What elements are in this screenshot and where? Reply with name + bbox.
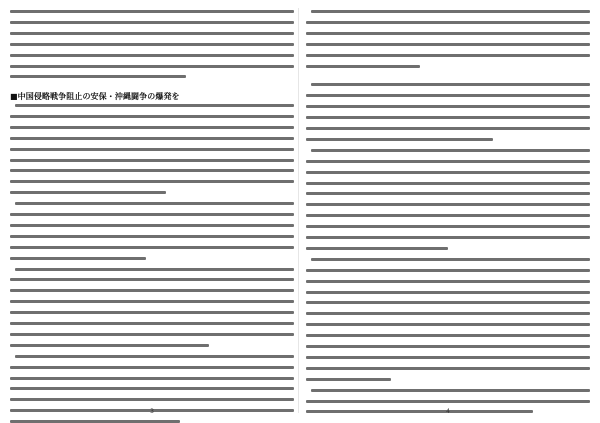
text-line — [306, 280, 590, 283]
text-line — [10, 75, 186, 78]
text-line — [10, 169, 294, 172]
text-line — [15, 202, 294, 205]
text-line — [306, 32, 590, 35]
text-line — [311, 83, 590, 86]
text-line — [306, 214, 590, 217]
text-line — [306, 236, 590, 239]
text-line — [306, 54, 590, 57]
text-line — [10, 137, 294, 140]
text-line — [10, 398, 294, 401]
text-line — [306, 356, 590, 359]
text-line — [311, 149, 590, 152]
text-line — [10, 366, 294, 369]
text-line — [306, 127, 590, 130]
text-line — [306, 225, 590, 228]
text-line — [10, 180, 294, 183]
text-line — [10, 148, 294, 151]
text-line — [306, 378, 391, 381]
section-heading — [10, 91, 180, 102]
text-line — [311, 258, 590, 261]
text-line — [10, 159, 294, 162]
text-line — [10, 43, 294, 46]
text-line — [306, 138, 493, 141]
section-heading-text: ■中国侵略戦争阻止の安保・沖縄闘争の爆発を — [10, 92, 180, 101]
text-line — [10, 344, 209, 347]
text-line — [10, 377, 294, 380]
page-gutter — [298, 8, 299, 413]
page-number-left: 3 — [150, 408, 154, 415]
text-line — [10, 235, 294, 238]
text-line — [306, 105, 590, 108]
text-line — [306, 367, 590, 370]
page-number-right: 4 — [446, 408, 450, 415]
text-line — [306, 160, 590, 163]
text-line — [10, 246, 294, 249]
text-line — [10, 387, 294, 390]
text-line — [306, 323, 590, 326]
text-line — [306, 269, 590, 272]
text-line — [10, 300, 294, 303]
text-line — [306, 247, 448, 250]
text-line — [306, 334, 590, 337]
text-line — [306, 171, 590, 174]
text-line — [10, 54, 294, 57]
text-line — [10, 10, 294, 13]
text-line — [306, 192, 590, 195]
text-line — [311, 10, 590, 13]
text-line — [306, 116, 590, 119]
text-line — [10, 21, 294, 24]
text-line — [10, 278, 294, 281]
text-line — [10, 289, 294, 292]
text-line — [10, 115, 294, 118]
text-line — [10, 213, 294, 216]
text-line — [306, 94, 590, 97]
text-line — [10, 191, 166, 194]
text-line — [311, 389, 590, 392]
text-line — [10, 224, 294, 227]
text-line — [306, 312, 590, 315]
page-right — [306, 8, 590, 415]
text-line — [10, 311, 294, 314]
text-line — [10, 126, 294, 129]
text-line — [306, 65, 420, 68]
text-line — [15, 104, 294, 107]
text-line — [306, 203, 590, 206]
text-line — [15, 268, 294, 271]
text-line — [306, 345, 590, 348]
page-left — [10, 8, 294, 415]
text-line — [10, 322, 294, 325]
text-line — [306, 291, 590, 294]
text-line — [10, 333, 294, 336]
text-line — [306, 301, 590, 304]
text-line — [10, 32, 294, 35]
text-line — [10, 65, 294, 68]
text-line — [15, 355, 294, 358]
text-line — [306, 21, 590, 24]
text-line — [306, 182, 590, 185]
text-line — [10, 257, 146, 260]
text-line — [306, 400, 590, 403]
text-line — [306, 43, 590, 46]
